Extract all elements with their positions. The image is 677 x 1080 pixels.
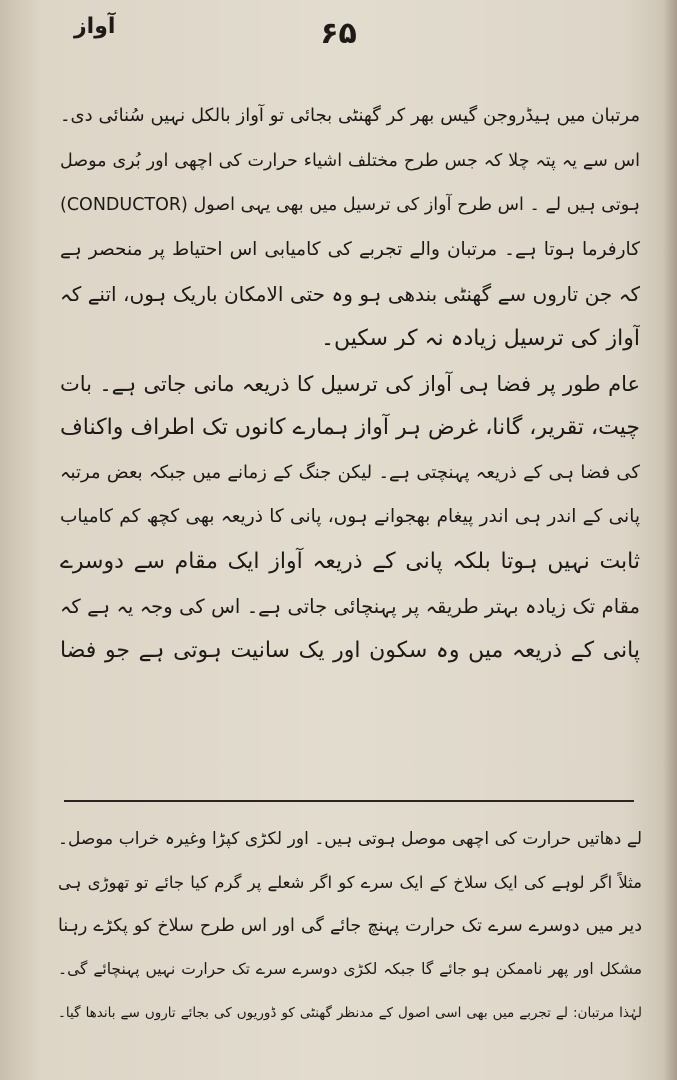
body-line: چیت، تقریر، گانا، غرض ہر آواز ہمارے کانوں تک اطراف واکناف (60, 415, 640, 441)
footnote-line: دیر میں دوسرے سرے تک حرارت پہنچ جائے گی اور اس طرح سلاخ کو پکڑے رہنا (58, 915, 642, 936)
body-line: پانی کے اندر ہی اندر پیغام بھجوانے ہوں، پانی کا ذریعہ بھی کچھ کم کامیاب (60, 506, 640, 528)
footnote-line: مثلاً اگر لوہے کی ایک سلاخ کے ایک سرے کو اگر شعلے پر گرم کیا جائے تو تھوڑی ہی (58, 873, 642, 893)
running-head: آواز (74, 14, 116, 39)
body-line: کی فضا ہی کے ذریعہ پہنچتی ہے۔ لیکن جنگ کے زمانے میں جبکہ بعض مرتبہ (60, 461, 640, 483)
body-line: پانی کے ذریعہ میں وہ سکون اور یک سانیت ہوتی ہے جو فضا (60, 638, 640, 664)
body-text (60, 94, 640, 674)
footnote-line: مشکل اور پھر ناممکن ہو جائے گا جبکہ لکڑی دوسرے سرے تک حرارت نہیں پہنچائے گی۔ (58, 960, 642, 979)
page-edge-shadow (663, 0, 677, 1080)
body-line: اس سے یہ پتہ چلا کہ جس طرح مختلف اشیاء حرارت کی اچھی اور بُری موصل (60, 150, 640, 171)
body-line: عام طور پر فضا ہی آواز کی ترسیل کا ذریعہ مانی جاتی ہے۔ بات (60, 371, 640, 396)
body-line: کارفرما ہوتا ہے۔ مرتبان والے تجربے کی کامیابی اس احتیاط پر منحصر ہے (60, 238, 640, 260)
footnote-line: لے دھاتیں حرارت کی اچھی موصل ہوتی ہیں۔ اور لکڑی کپڑا وغیرہ خراب موصل۔ (58, 829, 642, 849)
body-line: مرتبان میں ہیڈروجن گیس بھر کر گھنٹی بجائی تو آواز بالکل نہیں سُنائی دی۔ (60, 105, 640, 126)
body-line: آواز کی ترسیل زیادہ نہ کر سکیں۔ (321, 325, 640, 351)
body-line: ثابت نہیں ہوتا بلکہ پانی کے ذریعہ آواز ایک مقام سے دوسرے (60, 548, 640, 574)
body-line: کہ جن تاروں سے گھنٹی بندھی ہو وہ حتی الامکان باریک ہوں، اتنے کہ (60, 282, 640, 307)
body-line: ہوتی ہیں لے ۔ اس طرح آواز کی ترسیل میں بھی یہی اصول (CONDUCTOR) (60, 195, 640, 216)
body-line: مقام تک زیادہ بہتر طریقہ پر پہنچائی جاتی ہے۔ اس کی وجہ یہ ہے کہ (60, 594, 640, 618)
footnote-divider (64, 800, 634, 802)
footnotes (58, 818, 642, 1035)
page-number: ۶۵ (320, 16, 357, 51)
footnote-line: لہٰذا مرتبان: لے تجربے میں بھی اسی اصول کے مدنظر گھنٹی کو ڈوریوں کی بجائے تاروں سے باندھا گیا۔ (58, 1004, 642, 1021)
